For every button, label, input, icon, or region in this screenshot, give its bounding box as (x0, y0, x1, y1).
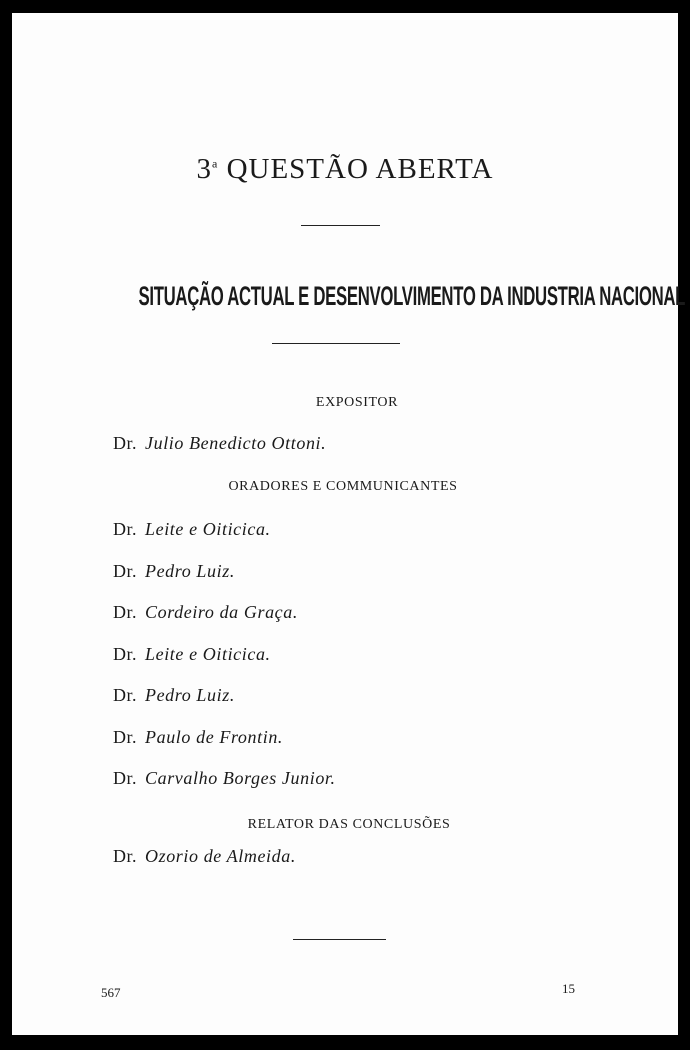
section-subtitle: SITUAÇÃO ACTUAL E DESENVOLVIMENTO DA INDUSTRIA NACIONAL (138, 281, 686, 311)
orador-entry-3 (113, 602, 298, 623)
person-name: Cordeiro da Graça. (145, 602, 298, 622)
orador-entry-6 (113, 727, 283, 748)
person-name: Leite e Oiticica. (145, 519, 271, 539)
divider-rule-3 (293, 939, 386, 940)
person-title: Dr. (113, 602, 137, 622)
relator-label: RELATOR DAS CONCLUSÕES (247, 817, 451, 832)
signature-mark: 15 (562, 981, 575, 996)
divider-rule-2 (272, 343, 400, 344)
orador-entry-1 (113, 519, 271, 540)
orador-entry-7 (113, 768, 336, 789)
person-name: Pedro Luiz. (145, 685, 235, 705)
question-title-text: QUESTÃO ABERTA (226, 153, 494, 185)
orador-entry-4 (113, 644, 271, 665)
document-page (12, 13, 686, 1035)
person-title: Dr. (113, 685, 137, 705)
question-title (12, 153, 678, 186)
person-title: Dr. (113, 519, 137, 539)
person-name: Ozorio de Almeida. (145, 846, 296, 866)
orador-entry-5 (113, 685, 235, 706)
oradores-label: ORADORES E COMMUNICANTES (228, 479, 458, 494)
person-name: Pedro Luiz. (145, 561, 235, 581)
person-title: Dr. (113, 846, 137, 866)
question-ordinal: a (212, 156, 219, 171)
relator-entry (113, 846, 296, 867)
divider-rule-1 (301, 225, 380, 226)
person-title: Dr. (113, 644, 137, 664)
person-title: Dr. (113, 433, 137, 453)
orador-entry-2 (113, 561, 235, 582)
person-title: Dr. (113, 561, 137, 581)
person-title: Dr. (113, 727, 137, 747)
person-name: Paulo de Frontin. (145, 727, 284, 747)
person-name: Julio Benedicto Ottoni. (145, 433, 327, 453)
page-number: 567 (101, 985, 121, 1000)
expositor-entry (113, 433, 326, 454)
expositor-label: EXPOSITOR (315, 395, 399, 410)
person-title: Dr. (113, 768, 137, 788)
person-name: Leite e Oiticica. (145, 644, 271, 664)
question-number: 3 (196, 153, 212, 185)
person-name: Carvalho Borges Junior. (145, 768, 336, 788)
